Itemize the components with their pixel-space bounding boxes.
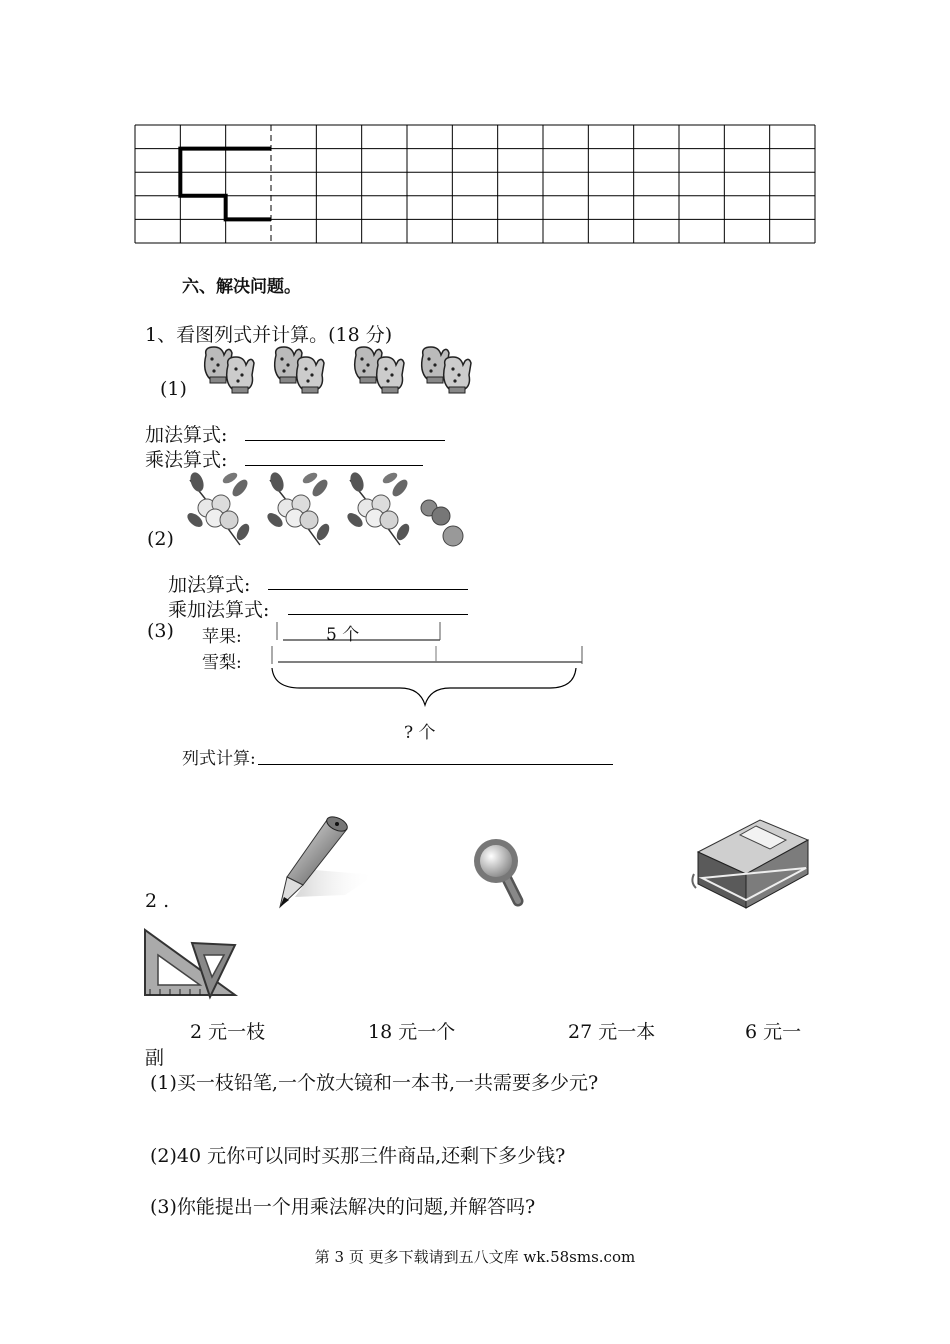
- price-magnifier: 18 元一个: [368, 1021, 456, 1043]
- q1-title: 1、看图列式并计算。(18 分): [145, 324, 393, 346]
- magnifier-image: [470, 835, 535, 913]
- part2-add-label: 加法算式:: [168, 574, 251, 596]
- question-2: (2)40 元你可以同时买那三件商品,还剩下多少钱?: [150, 1145, 566, 1167]
- price-pencil: 2 元一枝: [190, 1021, 266, 1043]
- part1-mul-label: 乘法算式:: [145, 449, 228, 471]
- question-3: (3)你能提出一个用乘法解决的问题,并解答吗?: [150, 1196, 536, 1218]
- q2-number: 2 .: [145, 890, 170, 912]
- part3-label: (3): [147, 620, 174, 642]
- apple-label: 苹果:: [202, 627, 242, 647]
- calc-answer-line[interactable]: [258, 764, 613, 765]
- apple-value: 5 个: [326, 625, 360, 645]
- book-image: [690, 812, 812, 912]
- price-book: 27 元一本: [568, 1021, 656, 1043]
- price-ruler-wrap: 副: [145, 1047, 165, 1069]
- part2-mul-label: 乘加法算式:: [168, 599, 270, 621]
- calc-label: 列式计算:: [182, 749, 256, 769]
- page-footer: 第 3 页 更多下载请到五八文库 wk.58sms.com: [314, 1248, 636, 1266]
- pear-label: 雪梨:: [202, 653, 242, 673]
- part2-label: (2): [147, 528, 174, 550]
- triangle-rulers-image: [140, 925, 240, 1000]
- price-ruler: 6 元一: [745, 1021, 802, 1043]
- pencil-image: [275, 815, 385, 910]
- section-title: 六、解决问题。: [182, 277, 301, 297]
- total-brace: [272, 668, 576, 705]
- total-label: ? 个: [404, 723, 436, 743]
- part1-label: (1): [160, 378, 187, 400]
- part1-add-label: 加法算式:: [145, 424, 228, 446]
- question-1: (1)买一枝铅笔,一个放大镜和一本书,一共需要多少元?: [150, 1072, 599, 1094]
